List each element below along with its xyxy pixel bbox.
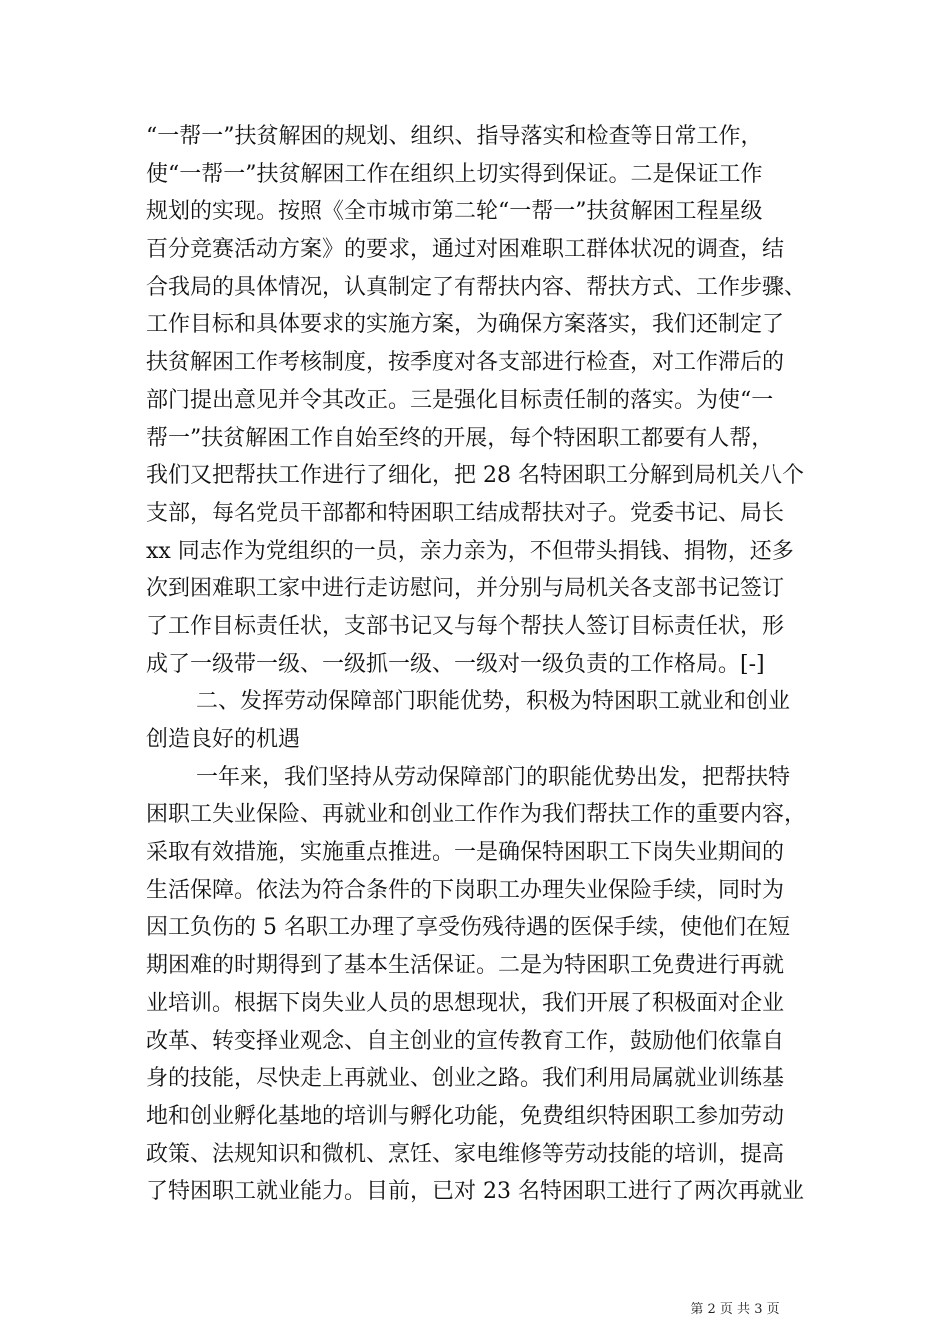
text-line: 支部，每名党员干部都和特困职工结成帮扶对子。党委书记、局长 <box>146 500 785 526</box>
text-line: 一年来，我们坚持从劳动保障部门的职能优势出发，把帮扶特 <box>196 764 791 790</box>
text-line: 地和创业孵化基地的培训与孵化功能，免费组织特困职工参加劳动 <box>146 1103 785 1129</box>
text-line: 业培训。根据下岗失业人员的思想现状，我们开展了积极面对企业 <box>146 990 785 1016</box>
text-line: “一帮一”扶贫解困的规划、组织、指导落实和检查等日常工作， <box>146 124 763 149</box>
text-line: 期困难的时期得到了基本生活保证。二是为特困职工免费进行再就 <box>146 953 785 979</box>
section-heading-line: 创造良好的机遇 <box>146 727 301 752</box>
text-line: 政策、法规知识和微机、烹饪、家电维修等劳动技能的培训，提高 <box>146 1141 785 1167</box>
text-line: 生活保障。依法为符合条件的下岗职工办理失业保险手续，同时为 <box>146 877 785 903</box>
text-line: 扶贫解困工作考核制度，按季度对各支部进行检查，对工作滞后的 <box>146 350 785 376</box>
text-line: 成了一级带一级、一级抓一级、一级对一级负责的工作格局。[-] <box>146 651 765 677</box>
document-body <box>146 118 814 1211</box>
section-heading-line: 二、发挥劳动保障部门职能优势，积极为特困职工就业和创业 <box>196 689 791 715</box>
text-line: 合我局的具体情况，认真制定了有帮扶内容、帮扶方式、工作步骤、 <box>146 274 807 300</box>
text-line: 了特困职工就业能力。目前，已对 23 名特困职工进行了两次再就业 <box>146 1179 804 1205</box>
text-line: 改革、转变择业观念、自主创业的宣传教育工作，鼓励他们依靠自 <box>146 1028 785 1054</box>
text-line: 采取有效措施，实施重点推进。一是确保特困职工下岗失业期间的 <box>146 840 785 866</box>
text-line: 次到困难职工家中进行走访慰问，并分别与局机关各支部书记签订 <box>146 576 785 602</box>
text-line: 了工作目标责任状，支部书记又与每个帮扶人签订目标责任状，形 <box>146 613 785 639</box>
text-line: 工作目标和具体要求的实施方案，为确保方案落实，我们还制定了 <box>146 312 785 338</box>
text-line: 困职工失业保险、再就业和创业工作作为我们帮扶工作的重要内容， <box>146 802 807 828</box>
text-line: 身的技能，尽快走上再就业、创业之路。我们利用局属就业训练基 <box>146 1066 785 1092</box>
text-line: 规划的实现。按照《全市城市第二轮“一帮一”扶贫解困工程星级 <box>146 199 763 225</box>
text-line: 帮一”扶贫解困工作自始至终的开展，每个特困职工都要有人帮， <box>146 425 774 451</box>
text-line: 因工负伤的 5 名职工办理了享受伤残待遇的医保手续，使他们在短 <box>146 915 790 941</box>
text-line: xx 同志作为党组织的一员，亲力亲为，不但带头捐钱、捐物，还多 <box>146 538 794 564</box>
text-line: 部门提出意见并令其改正。三是强化目标责任制的落实。为使“一 <box>146 387 774 413</box>
text-line: 百分竞赛活动方案》的要求，通过对困难职工群体状况的调查，结 <box>146 237 785 263</box>
text-line: 我们又把帮扶工作进行了细化，把 28 名特困职工分解到局机关八个 <box>146 463 804 489</box>
page-number: 第 2 页 共 3 页 <box>690 1302 780 1317</box>
text-line: 使“一帮一”扶贫解困工作在组织上切实得到保证。二是保证工作 <box>146 161 763 187</box>
